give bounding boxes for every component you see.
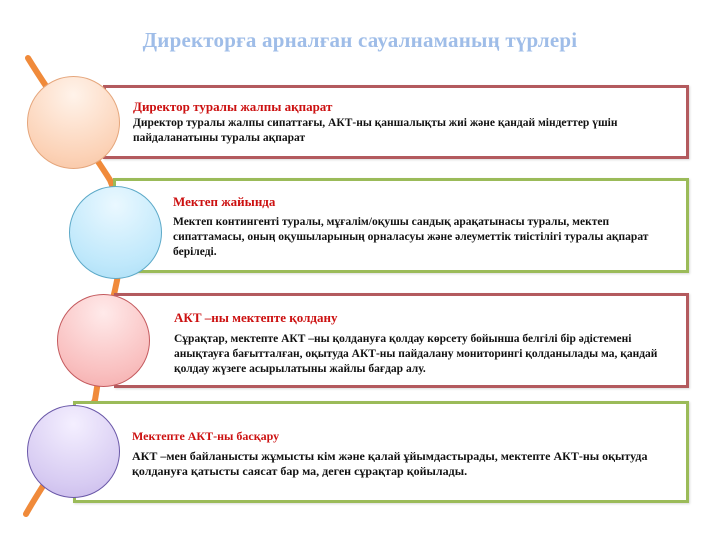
info-box-director — [103, 85, 689, 159]
circle-marker-2 — [69, 186, 162, 279]
slide-title: Директорға арналған сауалнаманың түрлері — [142, 28, 578, 52]
box-body: Мектеп контингенті туралы, мұғалім/оқушы сандық арақатынасы туралы, мектеп сипаттамасы, оның оқушыларының орналасуы және әлеуметтік тиістілігі туралы ақпарат беріледі. — [173, 216, 649, 258]
box-body: АКТ –мен байланысты жұмысты кім және қалай ұйымдастырады, мектепте АКТ-ны оқытуда қолдануға қатысты саясат бар ма, деген сұрақтар қойылады. — [132, 449, 648, 478]
circle-marker-1 — [27, 76, 120, 169]
info-box-ict-usage — [114, 293, 689, 388]
box-body: Директор туралы жалпы сипаттағы, АКТ-ны қаншалықты жиі және қандай міндеттер үшін пайдаланатыны туралы ақпарат — [133, 117, 618, 144]
box-heading: АКТ –ны мектепте қолдану — [174, 310, 338, 325]
box-heading: Мектепте АКТ-ны басқару — [132, 429, 280, 443]
circle-marker-4 — [27, 405, 120, 498]
box-body: Сұрақтар, мектепте АКТ –ны қолдануға қолдау көрсету бойынша белгілі бір әдістемені анықтауға бағытталған, оқытуда АКТ-ны пайдалану мониторингі қолданылады ма, қандай қолдау жүзеге асырылатыны жайлы бағдар алу. — [174, 333, 658, 375]
box-heading: Директор туралы жалпы ақпарат — [133, 99, 333, 114]
circle-marker-3 — [57, 294, 150, 387]
info-box-ict-management — [73, 401, 689, 503]
info-box-school — [113, 178, 689, 273]
box-heading: Мектеп жайында — [173, 194, 276, 209]
